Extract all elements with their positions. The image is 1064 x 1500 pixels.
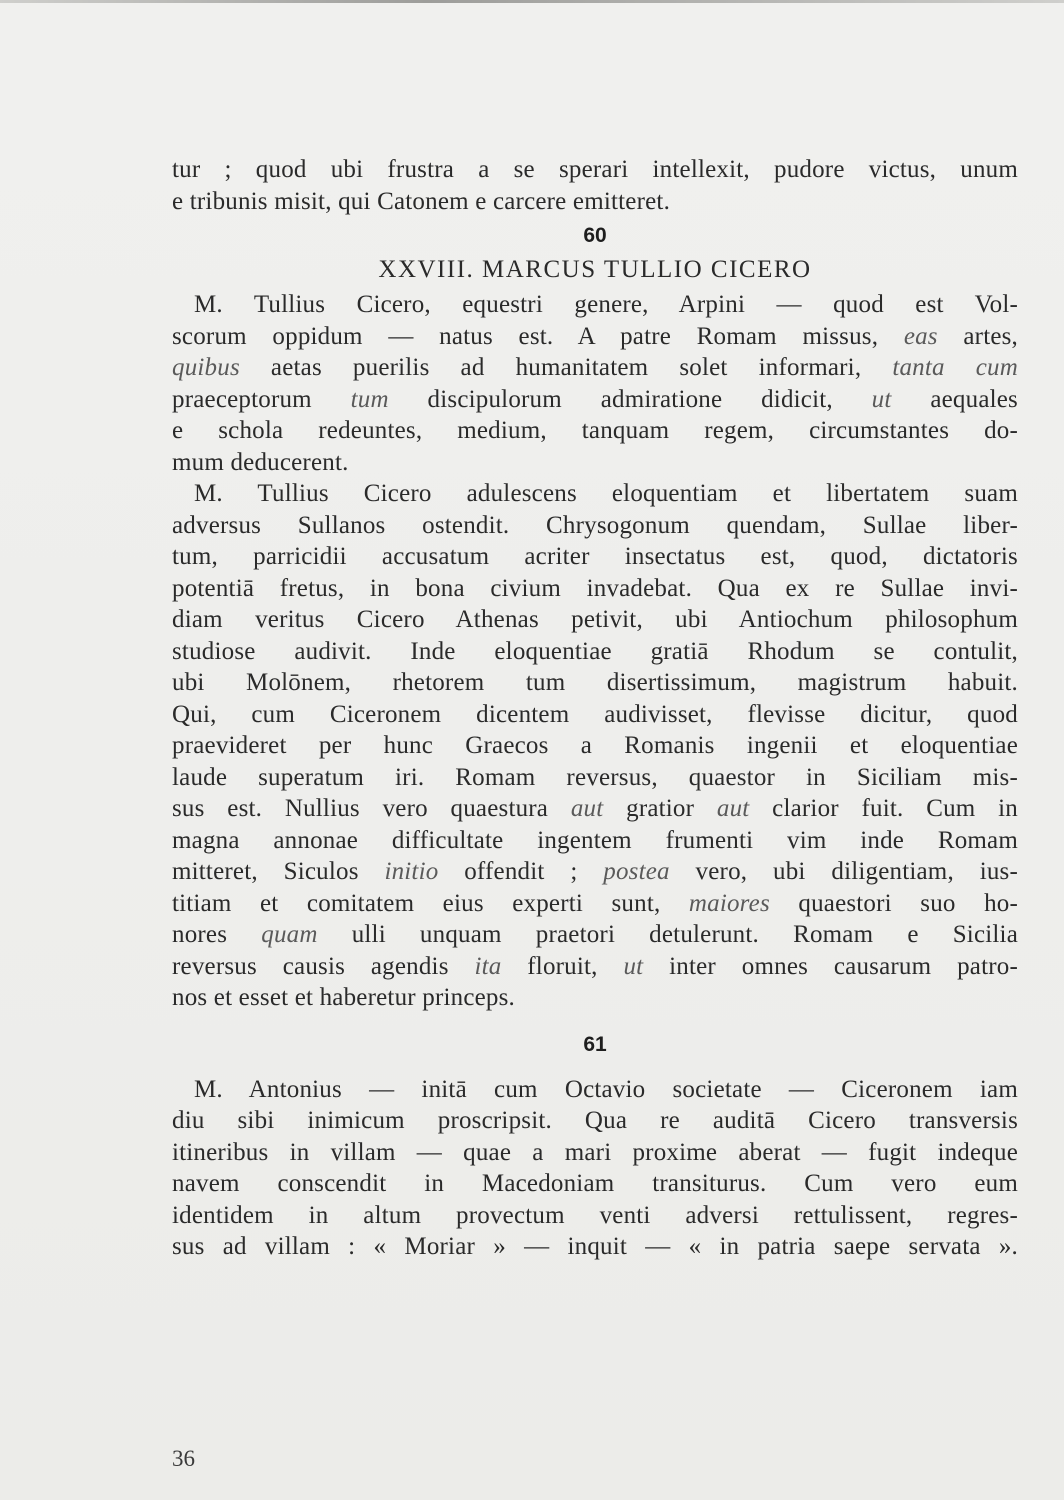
- text-line: tum, parricidii accusatum acriter insectatus est, quod, dictatoris: [172, 543, 1018, 570]
- text-line: e schola redeuntes, medium, tanquam regem, circumstantes do-: [172, 417, 1018, 444]
- text-line: [172, 951, 1018, 983]
- italic-word: aut: [716, 795, 750, 822]
- text-line: diu sibi inimicum proscripsit. Qua re auditā Cicero transversis: [172, 1107, 1018, 1134]
- italic-word: quibus: [172, 354, 240, 381]
- text-line: praevideret per hunc Graecos a Romanis ingenii et eloquentiae: [172, 732, 1018, 759]
- page-top-edge: [0, 0, 1064, 3]
- text-run: aetas puerilis ad humanitatem solet informari,: [239, 354, 893, 381]
- text-run: scorum oppidum — natus est. A patre Romam missus,: [172, 322, 904, 350]
- italic-word: postea: [603, 858, 670, 885]
- section-number: 60: [583, 224, 607, 247]
- text-run: mitteret, Siculos: [172, 858, 385, 885]
- text-line: [172, 352, 1018, 384]
- text-run: nores: [172, 921, 262, 948]
- italic-word: tum: [350, 385, 389, 413]
- text-line: Qui, cum Ciceronem dicentem audivisset, flevisse dicitur, quod: [172, 700, 1018, 728]
- text-line: navem conscendit in Macedoniam transiturus. Cum vero eum: [172, 1170, 1018, 1197]
- text-line: sus ad villam : « Moriar » — inquit — « in patria saepe servata ».: [172, 1233, 1018, 1260]
- text-run: quaestori suo ho-: [769, 889, 1018, 917]
- italic-word: tanta cum: [892, 354, 1018, 381]
- text-line: potentiā fretus, in bona civium invadebat. Qua ex re Sullae invi-: [172, 574, 1018, 602]
- text-line: mum deducerent.: [172, 448, 349, 476]
- text-line: [172, 384, 1018, 416]
- page-number: 36: [172, 1446, 195, 1471]
- text-line: [172, 888, 1018, 920]
- italic-word: quam: [261, 921, 318, 948]
- text-run: aequales: [891, 385, 1018, 413]
- text-line: [172, 321, 1018, 353]
- text-run: clarior fuit. Cum in: [749, 795, 1019, 822]
- italic-word: ut: [871, 385, 892, 413]
- text-line: itineribus in villam — quae a mari proxime aberat — fugit indeque: [172, 1138, 1018, 1166]
- text-line: magna annonae difficultate ingentem frumenti vim inde Romam: [172, 826, 1018, 854]
- text-run: gratior: [603, 795, 717, 822]
- text-line: ubi Molōnem, rhetorem tum disertissimum, magistrum habuit.: [172, 669, 1018, 696]
- text-line: studiose audivit. Inde eloquentiae gratiā Rhodum se contulit,: [172, 637, 1018, 665]
- italic-word: maiores: [688, 889, 770, 917]
- text-line: [172, 919, 1018, 951]
- text-run: discipulorum admiratione didicit,: [388, 385, 872, 413]
- text-run: offendit ;: [438, 858, 604, 885]
- text-line: adversus Sullanos ostendit. Chrysogonum quendam, Sullae liber-: [172, 511, 1018, 539]
- text-run: inter omnes causarum patro-: [643, 952, 1018, 980]
- chapter-title: XXVIII. MARCUS TULLIO CICERO: [378, 256, 812, 283]
- italic-word: aut: [570, 795, 604, 822]
- text-line: nos et esset et haberetur princeps.: [172, 984, 515, 1011]
- italic-word: eas: [903, 322, 938, 350]
- text-line: laude superatum iri. Romam reversus, quaestor in Siciliam mis-: [172, 763, 1018, 791]
- text-line: e tribunis misit, qui Catonem e carcere emitteret.: [172, 187, 671, 215]
- italic-word: initio: [384, 858, 439, 885]
- text-run: titiam et comitatem eius experti sunt,: [172, 889, 689, 917]
- text-run: sus est. Nullius vero quaestura: [172, 795, 571, 822]
- text-line: identidem in altum provectum venti adversi rettulissent, regres-: [172, 1201, 1018, 1229]
- italic-word: ut: [623, 952, 644, 980]
- text-line: [172, 856, 1018, 888]
- text-line: M. Antonius — initā cum Octavio societate — Ciceronem iam: [194, 1075, 1018, 1103]
- text-run: reversus causis agendis: [172, 952, 475, 980]
- section-number: 61: [583, 1032, 607, 1056]
- text-line: M. Tullius Cicero, equestri genere, Arpini — quod est Vol-: [194, 291, 1018, 318]
- italic-word: ita: [474, 952, 502, 980]
- text-line: diam veritus Cicero Athenas petivit, ubi Antiochum philosophum: [172, 606, 1018, 633]
- text-run: vero, ubi diligentiam, ius-: [669, 858, 1018, 885]
- text-line: M. Tullius Cicero adulescens eloquentiam et libertatem suam: [194, 480, 1018, 507]
- text-run: floruit,: [501, 952, 624, 980]
- text-block: [172, 154, 1018, 1263]
- text-run: ulli unquam praetori detulerunt. Romam e Sicilia: [317, 921, 1018, 948]
- text-run: praeceptorum: [172, 385, 351, 413]
- text-run: artes,: [937, 322, 1019, 350]
- text-line: tur ; quod ubi frustra a se sperari intellexit, pudore victus, unum: [172, 156, 1018, 183]
- text-line: [172, 793, 1018, 825]
